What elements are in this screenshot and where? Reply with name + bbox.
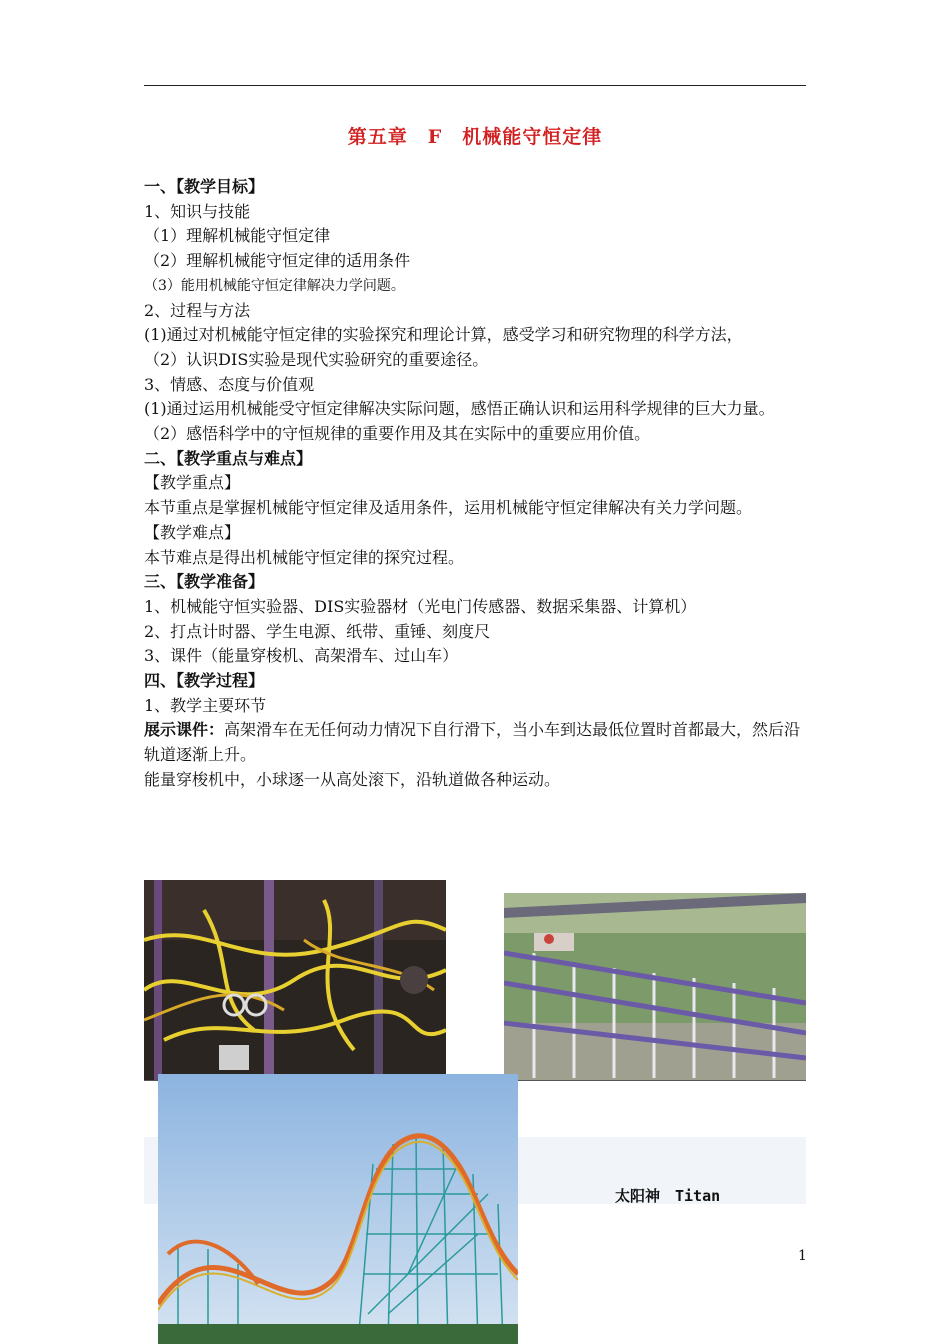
- line-text: （3）能用机械能守恒定律解决力学问题。: [144, 277, 405, 294]
- page-title: 第五章 F 机械能守恒定律: [347, 126, 603, 148]
- text-line: [144, 323, 808, 348]
- line-text: (1)通过对机械能守恒定律的实验探究和理论计算，感受学习和研究物理的科学方法，: [144, 325, 743, 345]
- line-text: （2）理解机械能守恒定律的适用条件: [144, 251, 411, 271]
- line-text: (1)通过运用机械能受守恒定律解决实际问题，感悟正确认识和运用科学规律的巨大力量。: [144, 399, 775, 419]
- line-text: 1、机械能守恒实验器、DIS实验器材（光电门传感器、数据采集器、计算机）: [144, 596, 697, 616]
- text-line: [144, 521, 808, 546]
- line-text: 2、过程与方法: [144, 300, 251, 320]
- text-line: [144, 546, 808, 571]
- elevated-coaster-photo: [504, 893, 806, 1080]
- line-text: 1、教学主要环节: [144, 695, 267, 715]
- text-line: [144, 644, 808, 669]
- text-line: [144, 471, 808, 496]
- line-text: 四、【教学过程】: [144, 671, 265, 691]
- line-text: 能量穿梭机中，小球逐一从高处滚下，沿轨道做各种运动。: [144, 769, 561, 789]
- document-body: [144, 175, 808, 793]
- text-line: [144, 669, 808, 694]
- line-text: 三、【教学准备】: [144, 572, 265, 592]
- text-line: [144, 175, 808, 200]
- text-line: [144, 768, 808, 793]
- photo-caption: 太阳神 Titan: [615, 1187, 721, 1205]
- line-text: 【教学难点】: [144, 522, 241, 542]
- text-line: [144, 274, 808, 299]
- line-text: 本节难点是得出机械能守恒定律的探究过程。: [144, 547, 465, 567]
- text-line: [144, 447, 808, 472]
- line-text: 3、课件（能量穿梭机、高架滑车、过山车）: [144, 646, 459, 666]
- titan-coaster-photo: [158, 1074, 518, 1344]
- line-text: 【教学重点】: [144, 473, 241, 493]
- text-line: [144, 694, 808, 719]
- line-text: 高架滑车在无任何动力情况下自行滑下，当小车到达最低位置时首都最大，然后沿轨道逐渐上升。: [144, 720, 801, 765]
- line-text: 3、情感、态度与价值观: [144, 374, 315, 394]
- text-line: [144, 200, 808, 225]
- line-text: 1、知识与技能: [144, 201, 251, 221]
- text-line: [144, 348, 808, 373]
- line-text: （2）感悟科学中的守恒规律的重要作用及其在实际中的重要应用价值。: [144, 424, 651, 444]
- line-text: （2）认识DIS实验是现代实验研究的重要途径。: [144, 349, 489, 369]
- text-line: [144, 373, 808, 398]
- text-line: [144, 718, 808, 767]
- line-text: 2、打点计时器、学生电源、纸带、重锤、刻度尺: [144, 621, 491, 641]
- line-text: 一、【教学目标】: [144, 177, 265, 196]
- text-line: [144, 620, 808, 645]
- header-rule: [144, 85, 806, 86]
- text-line: [144, 570, 808, 595]
- inline-label: 展示课件：: [144, 720, 225, 740]
- line-text: （1）理解机械能守恒定律: [144, 226, 331, 246]
- text-line: [144, 249, 808, 274]
- energy-shuttle-photo: [144, 880, 446, 1080]
- page-number: 1: [798, 1248, 807, 1264]
- line-text: 本节重点是掌握机械能守恒定律及适用条件，运用机械能守恒定律解决有关力学问题。: [144, 498, 753, 518]
- text-line: [144, 299, 808, 324]
- text-line: [144, 496, 808, 521]
- text-line: [144, 224, 808, 249]
- text-line: [144, 397, 808, 422]
- line-text: 二、【教学重点与难点】: [144, 448, 313, 468]
- text-line: [144, 595, 808, 620]
- text-line: [144, 422, 808, 447]
